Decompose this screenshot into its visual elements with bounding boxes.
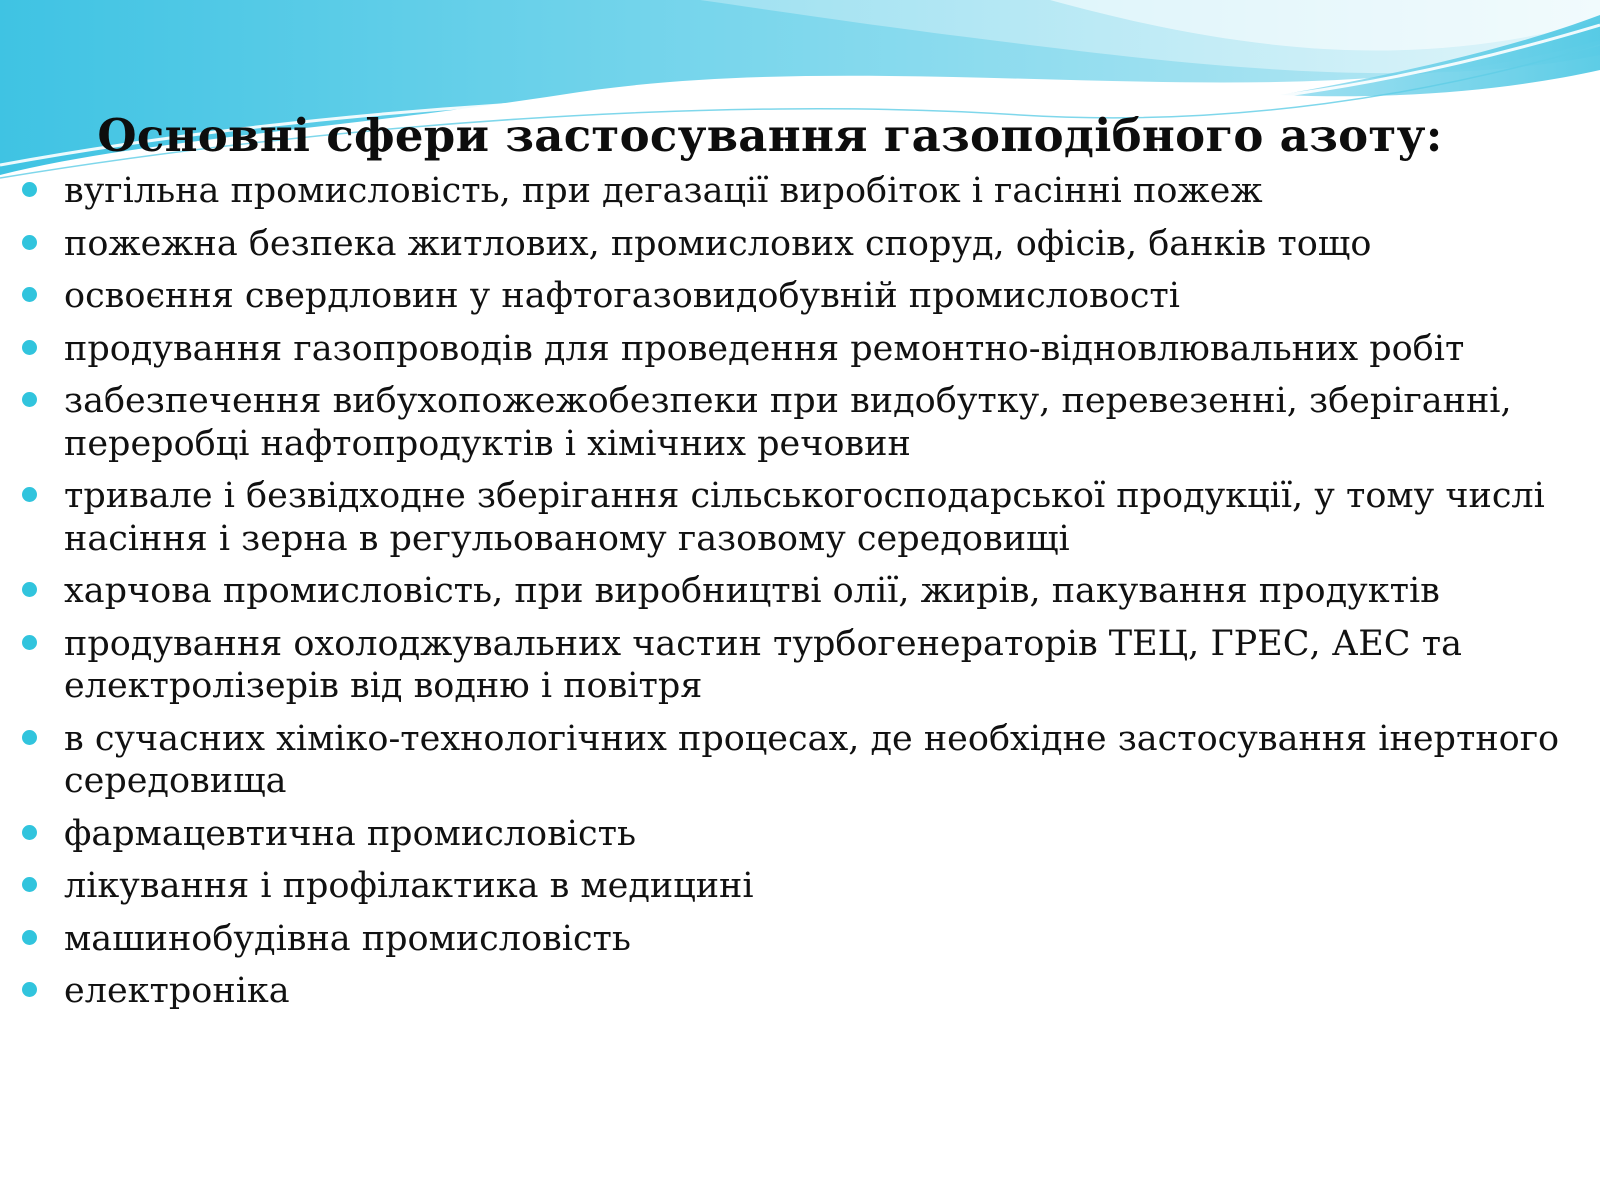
- bullet-dot-icon: [22, 182, 37, 197]
- list-item: [0, 918, 1600, 961]
- list-item: [0, 223, 1600, 266]
- list-item-text: електроніка: [64, 971, 290, 1011]
- list-item-text: продування охолоджувальних частин турбогенераторів ТЕЦ, ГРЕС, АЕС та електролізерів від водню і повітря: [64, 623, 1462, 706]
- list-item: [0, 380, 1600, 465]
- bullet-dot-icon: [22, 392, 37, 407]
- list-item-text: харчова промисловість, при виробництві олії, жирів, пакування продуктів: [64, 571, 1440, 611]
- slide-title: Основні сфери застосування газоподібного азоту:: [97, 109, 1443, 162]
- list-item-text: освоєння свердловин у нафтогазовидобувній промисловості: [64, 276, 1180, 316]
- list-item: [0, 275, 1600, 318]
- list-item-text: забезпечення вибухопожежобезпеки при видобутку, перевезенні, зберіганні, переробці нафтопродуктів і хімічних речовин: [64, 381, 1512, 464]
- bullet-dot-icon: [22, 235, 37, 250]
- list-item: [0, 623, 1600, 708]
- bullet-dot-icon: [22, 877, 37, 892]
- bullet-dot-icon: [22, 287, 37, 302]
- list-item: [0, 865, 1600, 908]
- list-item-text: вугільна промисловість, при дегазації виробіток і гасінні пожеж: [64, 171, 1263, 211]
- bullet-dot-icon: [22, 487, 37, 502]
- list-item-text: тривале і безвідходне зберігання сільськогосподарської продукції, у тому числі насіння і зерна в регульованому газовому середовищі: [64, 476, 1545, 559]
- list-item: [0, 328, 1600, 371]
- list-item-text: в сучасних хіміко-технологічних процесах, де необхідне застосування інертного середовища: [64, 718, 1560, 801]
- bullet-dot-icon: [22, 582, 37, 597]
- list-item-text: продування газопроводів для проведення ремонтно-відновлювальних робіт: [64, 328, 1465, 369]
- bullet-dot-icon: [22, 635, 37, 650]
- list-item-text: пожежна безпека житлових, промислових споруд, офісів, банків тощо: [64, 223, 1372, 264]
- bullet-dot-icon: [22, 930, 37, 945]
- bullet-dot-icon: [22, 825, 37, 840]
- list-item: [0, 718, 1600, 803]
- list-item: [0, 813, 1600, 856]
- bullet-list: [0, 170, 1600, 1023]
- list-item: [0, 170, 1600, 213]
- bullet-dot-icon: [22, 730, 37, 745]
- list-item-text: машинобудівна промисловість: [64, 918, 631, 959]
- list-item: [0, 970, 1600, 1013]
- list-item: [0, 570, 1600, 613]
- bullet-dot-icon: [22, 340, 37, 355]
- bullet-dot-icon: [22, 982, 37, 997]
- list-item-text: лікування і профілактика в медицині: [64, 866, 754, 906]
- list-item-text: фармацевтична промисловість: [64, 813, 637, 854]
- list-item: [0, 475, 1600, 560]
